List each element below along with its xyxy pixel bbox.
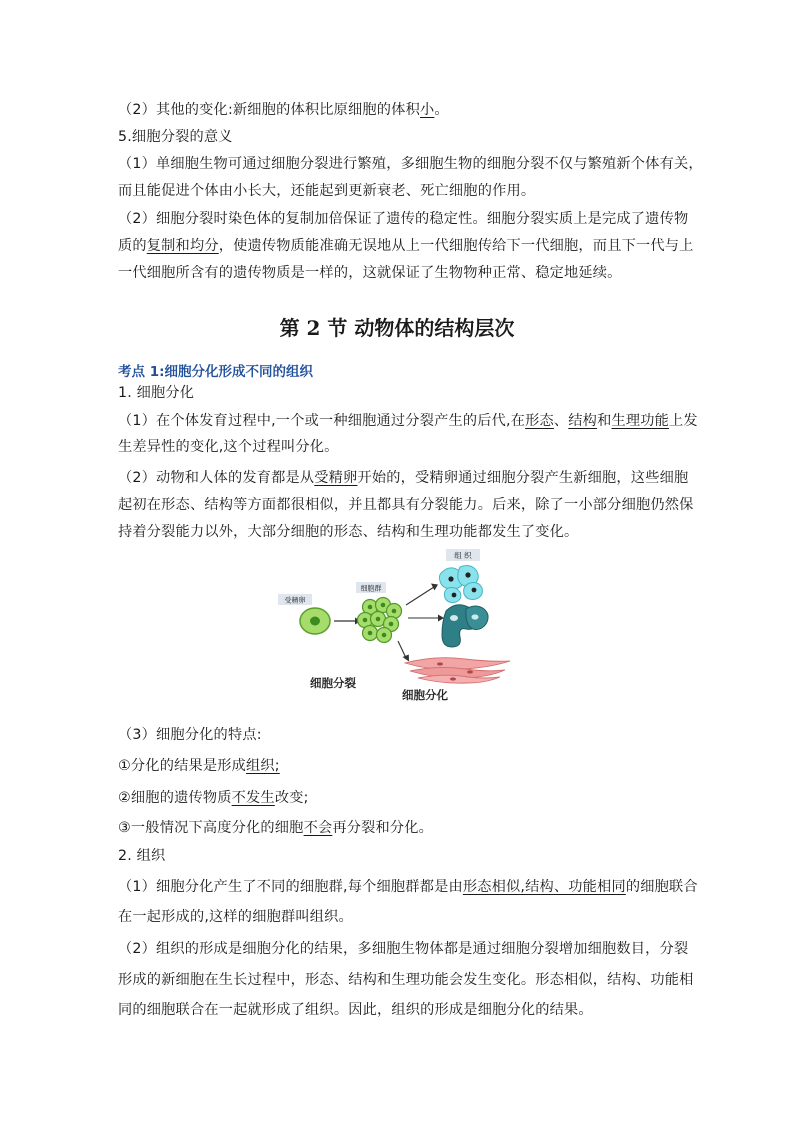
text: 开始的，受精卵通过细胞分裂产生新细胞，这些细胞 bbox=[357, 470, 689, 486]
subheading-features: （3）细胞分化的特点: bbox=[118, 727, 262, 743]
arrow-down bbox=[398, 641, 406, 658]
underlined-term: 不会 bbox=[303, 820, 333, 836]
paragraph-line: （2）细胞分裂时染色体的复制加倍保证了遗传的稳定性。细胞分裂实质上是完成了遗传物 bbox=[118, 211, 689, 227]
heading-division-significance: 5.细胞分裂的意义 bbox=[118, 129, 233, 145]
underlined-term: 不发生 bbox=[231, 790, 275, 806]
paragraph-line: 生差异性的变化,这个过程叫分化。 bbox=[118, 439, 339, 455]
cell-group-label: 细胞群 bbox=[360, 584, 382, 593]
text: （2）其他的变化:新细胞的体积比原细胞的体积 bbox=[118, 102, 420, 118]
text: 改变; bbox=[274, 790, 309, 806]
subheading-cell-differentiation: 1. 细胞分化 bbox=[118, 385, 195, 401]
paragraph-line: 形成的新细胞在生长过程中，形态、结构和生理功能会发生变化。形态相似，结构、功能相 bbox=[118, 972, 694, 988]
egg-label: 受精卵 bbox=[284, 596, 306, 605]
underlined-term: 结构 bbox=[568, 413, 598, 429]
underlined-term: 生理功能 bbox=[611, 413, 670, 429]
feature-item bbox=[118, 785, 690, 812]
cell-differentiation-label: 细胞分化 bbox=[402, 688, 448, 702]
cell-differentiation-figure bbox=[270, 545, 530, 710]
underlined-term: 形态 bbox=[525, 413, 554, 429]
text: 上发 bbox=[669, 413, 698, 429]
paragraph-line bbox=[118, 233, 694, 260]
cell-group bbox=[358, 598, 402, 643]
paragraph-line: 一代细胞所含有的遗传物质是一样的，这就保证了生物物种正常、稳定地延续。 bbox=[118, 265, 622, 281]
underlined-term: 组织; bbox=[246, 758, 280, 774]
arrow-head bbox=[431, 584, 438, 591]
text: （1）在个体发育过程中,一个或一种细胞通过分裂产生的后代,在 bbox=[118, 413, 526, 429]
text: ①分化的结果是形成 bbox=[118, 758, 247, 774]
arrow-head bbox=[403, 655, 410, 662]
text: （1）细胞分化产生了不同的细胞群,每个细胞群都是由 bbox=[118, 879, 463, 895]
underlined-term: 形态相似,结构、功能相同 bbox=[462, 879, 626, 895]
underlined-term: 受精卵 bbox=[314, 470, 358, 486]
text: 和 bbox=[597, 413, 612, 429]
text: 质的 bbox=[118, 238, 147, 254]
feature-item bbox=[118, 753, 690, 780]
text: （2）动物和人体的发育都是从 bbox=[118, 470, 315, 486]
arrow-up bbox=[406, 587, 434, 605]
paragraph-line: 在一起形成的,这样的细胞群叫组织。 bbox=[118, 909, 353, 925]
text: 再分裂和分化。 bbox=[332, 820, 434, 836]
text: ②细胞的遗传物质 bbox=[118, 790, 232, 806]
paragraph-line: 持着分裂能力以外，大部分细胞的形态、结构和生理功能都发生了变化。 bbox=[118, 524, 579, 540]
paragraph-line: （1）单细胞生物可通过细胞分裂进行繁殖，多细胞生物的细胞分裂不仅与繁殖新个体有关， bbox=[118, 156, 703, 172]
tissue-cells bbox=[439, 566, 482, 603]
underlined-term: 小 bbox=[419, 102, 435, 118]
subheading-tissue: 2. 组织 bbox=[118, 848, 166, 864]
teal-cells bbox=[442, 605, 488, 647]
tissue-label: 组 织 bbox=[454, 551, 472, 560]
key-point-heading: 考点 1:细胞分化形成不同的组织 bbox=[118, 364, 313, 380]
section-title: 第 2 节 动物体的结构层次 bbox=[279, 316, 515, 340]
feature-item bbox=[118, 815, 690, 842]
text: ③一般情况下高度分化的细胞 bbox=[118, 820, 304, 836]
underlined-term: 复制和均分 bbox=[146, 238, 219, 254]
paragraph-line bbox=[118, 874, 698, 901]
paragraph-line: （2）组织的形成是细胞分化的结果，多细胞生物体都是通过细胞分裂增加细胞数目，分裂 bbox=[118, 941, 689, 957]
paragraph-line: 起初在形态、结构等方面都很相似，并且都具有分裂能力。后来，除了一小部分细胞仍然保 bbox=[118, 497, 694, 513]
text: 、 bbox=[553, 413, 569, 429]
paragraph-line: 而且能促进个体由小长大，还能起到更新衰老、死亡细胞的作用。 bbox=[118, 183, 536, 199]
egg-nucleus bbox=[310, 617, 320, 626]
text: 。 bbox=[434, 102, 449, 118]
pink-fiber-cells bbox=[405, 658, 510, 683]
text: 的细胞联合 bbox=[625, 879, 698, 895]
figure-illustration bbox=[270, 545, 530, 710]
paragraph-volume-change bbox=[118, 97, 690, 124]
cell-division-label: 细胞分裂 bbox=[310, 676, 356, 690]
paragraph-line: 同的细胞联合在一起就形成了组织。因此，组织的形成是细胞分化的结果。 bbox=[118, 1002, 593, 1018]
text: ，使遗传物质能准确无误地从上一代细胞传给下一代细胞，而且下一代与上 bbox=[218, 238, 694, 254]
paragraph-line bbox=[118, 408, 698, 435]
paragraph-line bbox=[118, 465, 690, 492]
